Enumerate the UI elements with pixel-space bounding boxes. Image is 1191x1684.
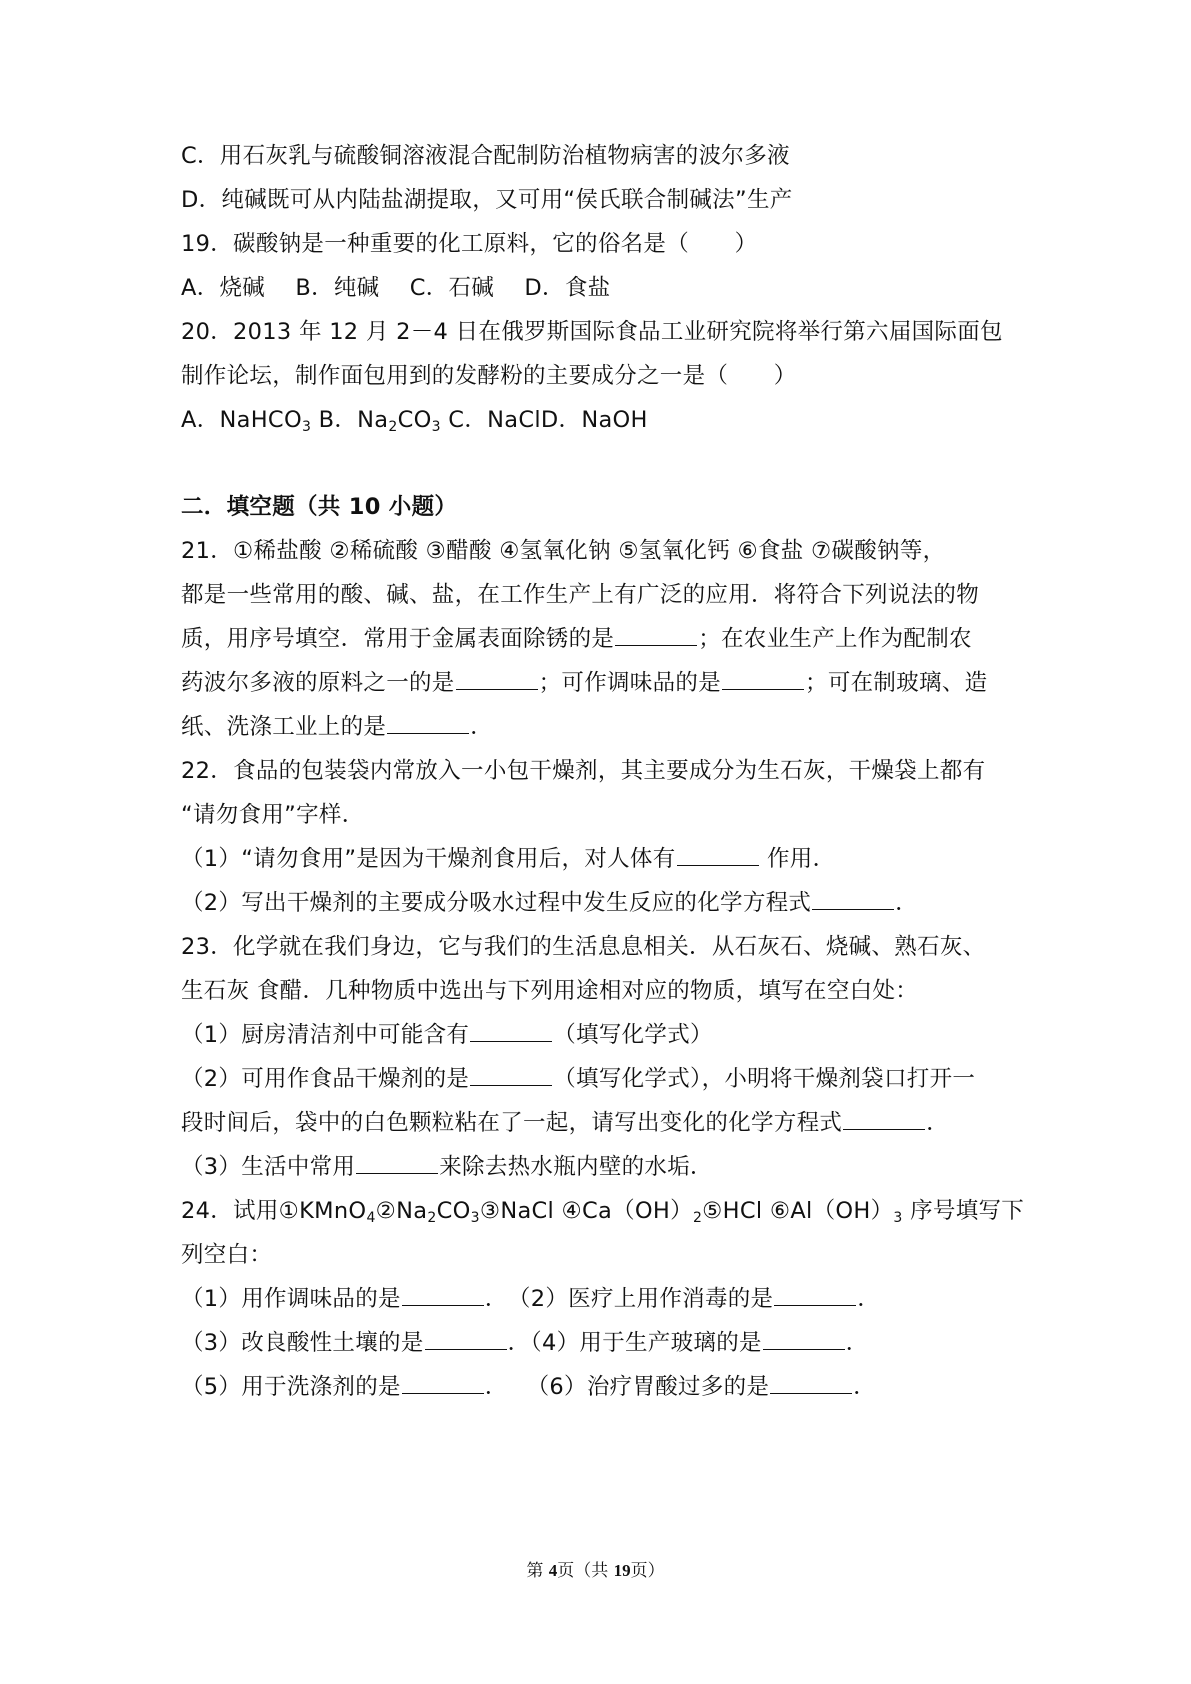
question-22-line-2: “请勿食用”字样． xyxy=(181,802,365,828)
option-c-line: C．用石灰乳与硫酸铜溶液混合配制防治植物病害的波尔多液 xyxy=(181,143,790,169)
subscript: 4 xyxy=(366,1210,376,1226)
question-text: ． （2）医疗上用作消毒的是 xyxy=(484,1286,774,1312)
question-23-line-1: 23．化学就在我们身边，它与我们的生活息息相关．从石灰石、烧碱、熟石灰、 xyxy=(181,934,986,960)
question-text: （3）改良酸性土壤的是 xyxy=(181,1330,424,1356)
option-d-line: D．纯碱既可从内陆盐湖提取，又可用“侯氏联合制碱法”生产 xyxy=(181,187,793,213)
question-20-line-2: 制作论坛，制作面包用到的发酵粉的主要成分之一是（ ） xyxy=(181,363,797,389)
question-24-line-1 xyxy=(181,1195,1024,1227)
page-total: 19 xyxy=(613,1561,631,1580)
answer-blank[interactable] xyxy=(456,669,538,690)
question-text: CO xyxy=(436,1198,471,1224)
question-text: ⑤HCl ⑥Al（OH） xyxy=(702,1198,894,1224)
question-20-line-1: 20．2013 年 12 月 2－4 日在俄罗斯国际食品工业研究院将举行第六届国际面包 xyxy=(181,319,1003,345)
footer-text: 页（共 xyxy=(557,1561,614,1581)
question-text: ． （6）治疗胃酸过多的是 xyxy=(484,1374,770,1400)
question-19-options: A．烧碱 B．纯碱 C．石碱 D．食盐 xyxy=(181,275,611,301)
option-text: C．NaClD．NaOH xyxy=(440,407,648,433)
question-text: 作用． xyxy=(759,846,836,872)
answer-blank[interactable] xyxy=(402,1285,484,1306)
question-text: （5）用于洗涤剂的是 xyxy=(181,1374,401,1400)
question-text: （1）“请勿食用”是因为干燥剂食用后，对人体有 xyxy=(181,846,676,872)
question-text: （3）生活中常用 xyxy=(181,1154,356,1180)
question-text: 序号填写下 xyxy=(902,1198,1025,1224)
answer-blank[interactable] xyxy=(470,1065,552,1086)
question-24-parts-5-6 xyxy=(181,1371,876,1403)
answer-blank[interactable] xyxy=(615,625,697,646)
question-text: ． xyxy=(853,1374,877,1400)
option-text: CO xyxy=(397,407,432,433)
page-number: 4 xyxy=(548,1561,558,1580)
question-21-line-5 xyxy=(181,711,493,743)
question-22-part-2 xyxy=(181,887,918,919)
question-text: ． xyxy=(926,1110,950,1136)
question-text: （1）厨房清洁剂中可能含有 xyxy=(181,1022,470,1048)
answer-blank[interactable] xyxy=(763,1329,845,1350)
question-24-line-2: 列空白： xyxy=(181,1242,273,1268)
question-21-line-4 xyxy=(181,667,987,699)
section-heading: 二．填空题（共 10 小题） xyxy=(181,494,458,520)
question-text: ；可作调味品的是 xyxy=(538,670,722,696)
question-text: 24．试用①KMnO xyxy=(181,1198,367,1224)
answer-blank[interactable] xyxy=(387,713,469,734)
question-text: 质，用序号填空．常用于金属表面除锈的是 xyxy=(181,626,615,652)
question-23-part-1 xyxy=(181,1019,713,1051)
subscript: 3 xyxy=(301,419,312,435)
answer-blank[interactable] xyxy=(402,1373,484,1394)
question-text: ． xyxy=(845,1330,869,1356)
question-22-line-1: 22．食品的包装袋内常放入一小包干燥剂，其主要成分为生石灰，干燥袋上都有 xyxy=(181,758,986,784)
question-23-part-3 xyxy=(181,1151,713,1183)
question-text: （1）用作调味品的是 xyxy=(181,1286,401,1312)
question-text: 段时间后，袋中的白色颗粒粘在了一起，请写出变化的化学方程式 xyxy=(181,1110,843,1136)
question-23-part-2 xyxy=(181,1063,975,1095)
question-23-line-2: 生石灰 食醋．几种物质中选出与下列用途相对应的物质，填写在空白处： xyxy=(181,978,919,1004)
page-footer xyxy=(0,1556,1191,1581)
question-text: （填写化学式），小明将干燥剂袋口打开一 xyxy=(553,1066,976,1092)
question-21-line-3 xyxy=(181,623,972,655)
question-24-parts-1-2 xyxy=(181,1283,880,1315)
answer-blank[interactable] xyxy=(356,1153,438,1174)
answer-blank[interactable] xyxy=(843,1109,925,1130)
question-19: 19．碳酸钠是一种重要的化工原料，它的俗名是（ ） xyxy=(181,231,758,257)
answer-blank[interactable] xyxy=(722,669,804,690)
question-text: ；可在制玻璃、造 xyxy=(805,670,988,696)
question-text: ． xyxy=(857,1286,881,1312)
question-text: （2）写出干燥剂的主要成分吸水过程中发生反应的化学方程式 xyxy=(181,890,812,916)
subscript: 3 xyxy=(431,419,441,435)
question-text: ；在农业生产上作为配制农 xyxy=(698,626,972,652)
question-text: ②Na xyxy=(375,1198,428,1224)
question-text: （2）可用作食品干燥剂的是 xyxy=(181,1066,470,1092)
question-20-options xyxy=(181,404,648,436)
footer-text: 页） xyxy=(630,1561,665,1581)
question-text: ． xyxy=(895,890,919,916)
answer-blank[interactable] xyxy=(770,1373,852,1394)
question-text: ③NaCl ④Ca（OH） xyxy=(479,1198,693,1224)
question-text: （填写化学式） xyxy=(553,1022,713,1048)
footer-text: 第 xyxy=(526,1561,549,1581)
option-text: B．Na xyxy=(311,407,389,433)
subscript: 3 xyxy=(893,1210,903,1226)
question-24-parts-3-4 xyxy=(181,1327,869,1359)
question-21-line-2: 都是一些常用的酸、碱、盐，在工作生产上有广泛的应用．将符合下列说法的物 xyxy=(181,582,980,608)
answer-blank[interactable] xyxy=(812,889,894,910)
question-23-part-2-cont xyxy=(181,1107,949,1139)
question-22-part-1 xyxy=(181,843,835,875)
question-text: ．（4）用于生产玻璃的是 xyxy=(507,1330,762,1356)
subscript: 2 xyxy=(692,1210,703,1226)
answer-blank[interactable] xyxy=(774,1285,856,1306)
option-text: A．NaHCO xyxy=(181,407,302,433)
question-text: ． xyxy=(470,714,494,740)
question-text: 纸、洗涤工业上的是 xyxy=(181,714,387,740)
subscript: 2 xyxy=(427,1210,437,1226)
answer-blank[interactable] xyxy=(470,1021,552,1042)
question-text: 来除去热水瓶内壁的水垢． xyxy=(439,1154,713,1180)
answer-blank[interactable] xyxy=(425,1329,507,1350)
subscript: 2 xyxy=(388,419,398,435)
question-text: 药波尔多液的原料之一的是 xyxy=(181,670,455,696)
question-21-line-1: 21．①稀盐酸 ②稀硫酸 ③醋酸 ④氢氧化钠 ⑤氢氧化钙 ⑥食盐 ⑦碳酸钠等， xyxy=(181,538,946,564)
subscript: 3 xyxy=(470,1210,480,1226)
answer-blank[interactable] xyxy=(677,845,759,866)
